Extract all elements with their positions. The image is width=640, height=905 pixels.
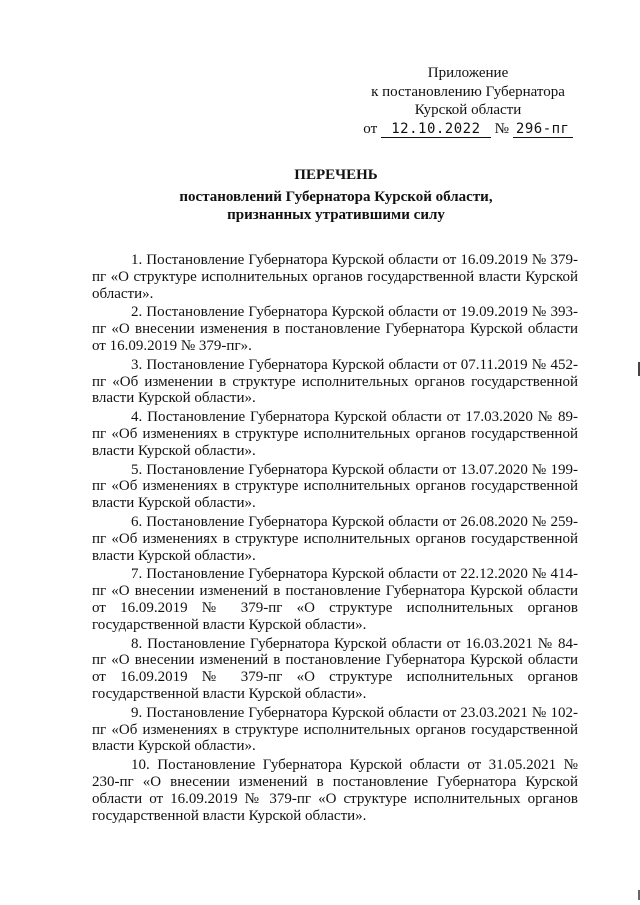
appendix-region: Курской области	[414, 102, 522, 118]
list-item: 9. Постановление Губернатора Курской области от 23.03.2021 № 102-пг «Об изменениях в структуре исполнительных органов государственной власти Курской области».	[92, 704, 578, 755]
date-prefix: от	[363, 120, 378, 137]
list-item: 8. Постановление Губернатора Курской области от 16.03.2021 № 84-пг «О внесении изменений в постановление Губернатора Курской области от 16.09.2019 № 379-пг «О структуре исполнительных органов государственной власти Курской области».	[92, 635, 578, 702]
list-item: 10. Постановление Губернатора Курской области от 31.05.2021 № 230-пг «О внесении изменений в постановление Губернатора Курской области от 16.09.2019 № 379-пг «О структуре исполнительных органов государственной власти Курской области».	[92, 757, 578, 824]
list-item: 5. Постановление Губернатора Курской области от 13.07.2020 № 199-пг «Об изменениях в структуре исполнительных органов государственной власти Курской области».	[92, 461, 578, 512]
list-item: 6. Постановление Губернатора Курской области от 26.08.2020 № 259-пг «Об изменениях в структуре исполнительных органов государственной власти Курской области».	[92, 513, 578, 564]
decree-date: 12.10.2022	[381, 122, 491, 138]
appendix-reference: к постановлению Губернатора	[371, 83, 565, 100]
list-item: 1. Постановление Губернатора Курской области от 16.09.2019 № 379-пг «О структуре исполнительных органов государственной власти Курской области».	[92, 252, 578, 302]
appendix-header	[358, 64, 578, 138]
appendix-date-line	[358, 120, 578, 139]
list-item: 3. Постановление Губернатора Курской области от 07.11.2019 № 452-пг «Об изменении в структуре исполнительных органов государственной власти Курской области».	[92, 356, 578, 407]
title-main: ПЕРЕЧЕНЬ	[294, 167, 378, 183]
document-title	[90, 166, 582, 225]
appendix-title: Приложение	[427, 65, 509, 81]
list-item: 2. Постановление Губернатора Курской области от 19.09.2019 № 393-пг «О внесении изменения в постановление Губернатора Курской области от 16.09.2019 № 379-пг».	[92, 304, 578, 354]
list-item: 7. Постановление Губернатора Курской области от 22.12.2020 № 414-пг «О внесении изменений в постановление Губернатора Курской области от 16.09.2019 № 379-пг «О структуре исполнительных органов государственной власти Курской области».	[92, 566, 578, 633]
title-sub-2: признанных утратившими силу	[227, 207, 445, 223]
number-prefix: №	[494, 120, 509, 137]
list-item: 4. Постановление Губернатора Курской области от 17.03.2020 № 89-пг «Об изменениях в структуре исполнительных органов государственной власти Курской области».	[92, 409, 578, 459]
title-sub-1: постановлений Губернатора Курской области,	[179, 188, 493, 205]
decree-number: 296-пг	[513, 122, 573, 138]
decree-list	[92, 252, 578, 826]
